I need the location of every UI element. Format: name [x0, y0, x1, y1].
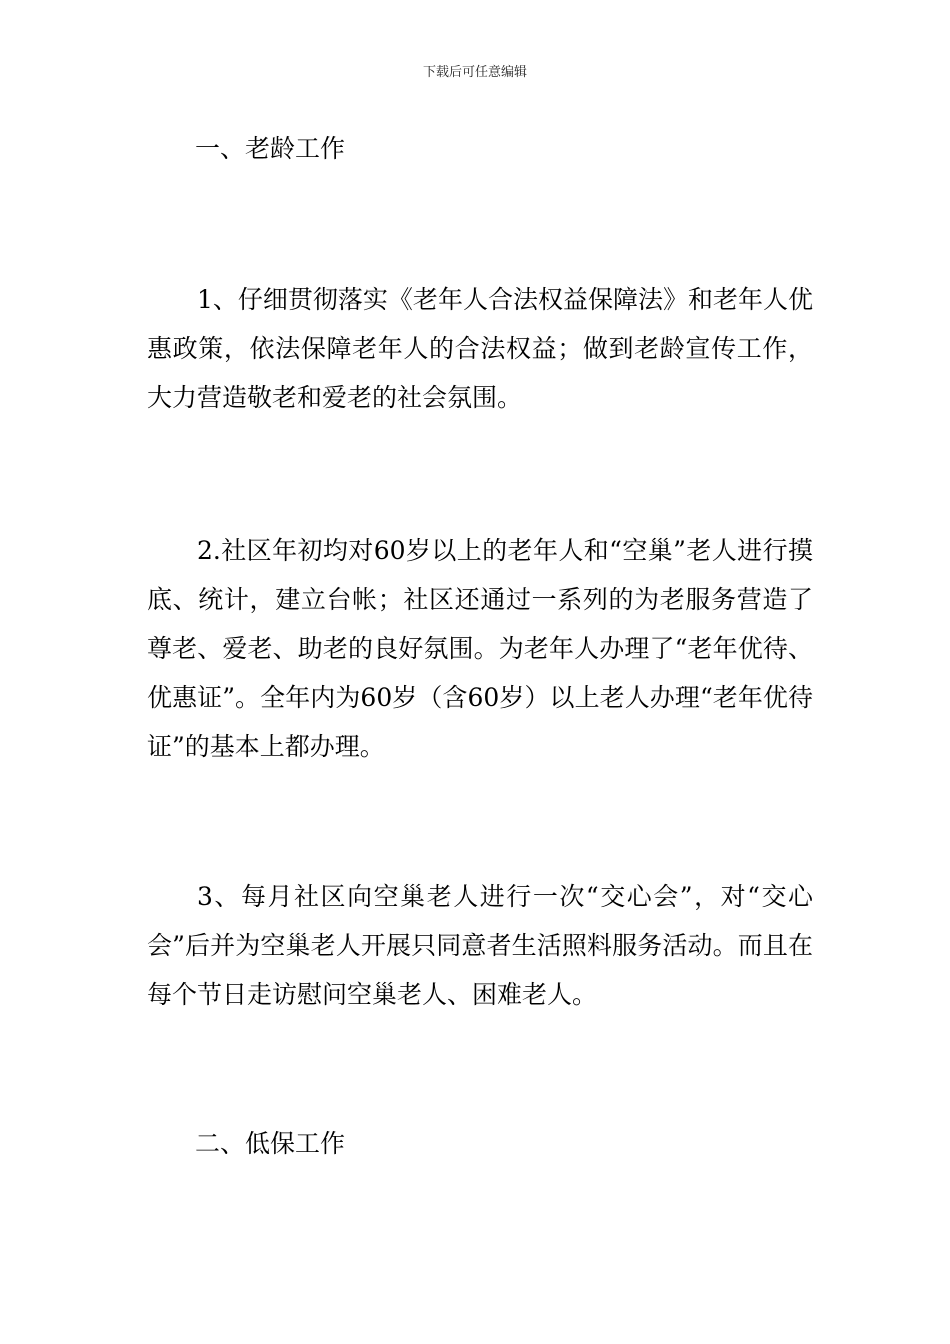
- paragraph-2: 2.社区年初均对60岁以上的老年人和“空巢”老人进行摸底、统计，建立台帐；社区还通过一系列的为老服务营造了尊老、爱老、助老的良好氛围。为老年人办理了“老年优待、优惠证”。全年内为60岁（含60岁）以上老人办理“老年优待证”的基本上都办理。: [147, 536, 813, 761]
- paragraph-3: 3、每月社区向空巢老人进行一次“交心会”，对“交心会”后并为空巢老人开展只同意者生活照料服务活动。而且在每个节日走访慰问空巢老人、困难老人。: [147, 882, 813, 1009]
- section-heading-low-income-work: 二、低保工作: [195, 1129, 346, 1158]
- page-header-note: 下载后可任意编辑: [422, 65, 527, 80]
- paragraph-1: 1、仔细贯彻落实《老年人合法权益保障法》和老年人优惠政策，依法保障老年人的合法权益；做到老龄宣传工作，大力营造敬老和爱老的社会氛围。: [147, 285, 813, 412]
- section-heading-elderly-work: 一、老龄工作: [195, 134, 346, 163]
